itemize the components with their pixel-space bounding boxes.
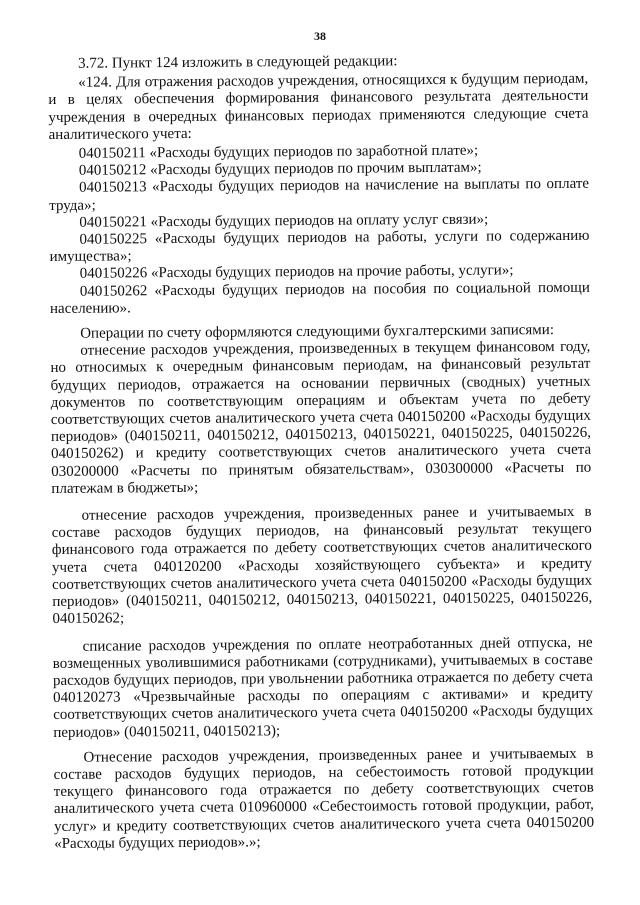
account-item: 040150262 «Расходы будущих периодов на пособия по социальной помощи населению». [49, 279, 590, 317]
document-body [48, 52, 594, 853]
account-item: 040150213 «Расходы будущих периодов на начисление на выплаты по оплате труда»; [49, 176, 590, 214]
paragraph-operations: Операции по счету оформляются следующими бухгалтерскими записями: [80, 322, 555, 342]
paragraph-entry: Отнесение расходов учреждения, произведенных ранее и учитываемых в составе расходов будущих периодов, на себестоимость готовой продукции текущего финансового года отражается по дебету соответствующих счетов аналитического учета счета 010960000 «Себестоимость готовой продукции, работ, услуг» и кредиту соответствующих счетов аналитического учета счета 040150200 «Расходы будущих периодов».»; [53, 745, 595, 852]
paragraph-intro: «124. Для отражения расходов учреждения, относящихся к будущим периодам, и в целях обеспечения формирования финансового результата деятельности учреждения в очередных финансовых периодах применяются следующие счета аналитического учета: [48, 70, 589, 143]
account-item: 040150225 «Расходы будущих периодов на работы, услуги по содержанию имущества»; [49, 227, 590, 266]
account-item: 040150226 «Расходы будущих периодов на прочие работы, услуги»; [79, 262, 514, 283]
page-number: 38 [314, 29, 326, 43]
section-heading: 3.72. Пункт 124 изложить в следующей редакции: [77, 53, 398, 72]
paragraph-entry: отнесение расходов учреждения, произведенных ранее и учитываемых в составе расходов будущих периодов, на финансовый результат текущего финансового года отражается по дебету соответствующих счетов аналитического учета счета 040120200 «Расходы хозяйствующего субъекта» и кредиту соответствующих счетов аналитического учета счета 040150200 «Расходы будущих периодов» (040150211, 040150212, 040150213, 040150221, 040150225, 040150226, 040150262; [51, 503, 593, 628]
account-item: 040150221 «Расходы будущих периодов на оплату услуг связи»; [79, 211, 489, 231]
account-item: 040150212 «Расходы будущих периодов по прочим выплатам»; [78, 159, 482, 179]
paragraph-entry: списание расходов учреждения по оплате неотработанных дней отпуска, не возмещенных уволившимися работниками (сотрудниками), учитываемых в составе расходов будущих периодов, при увольнении работника отражается по дебету счета 040120273 «Чрезвычайные расходы по операциям с активами» и кредиту соответствующих счетов аналитического учета счета 040150200 «Расходы будущих периодов» (040150211, 040150213); [52, 634, 594, 741]
account-item: 040150211 «Расходы будущих периодов по заработной плате»; [78, 142, 479, 162]
paragraph-entry: отнесение расходов учреждения, произведенных в текущем финансовом году, но относимых к очередным финансовым периодам, на финансовый результат будущих периодов, отражается на основании первичных (сводных) учетных документов по соответствующим операциям и объектам учета по дебету соответствующих счетов аналитического учета счета 040150200 «Расходы будущих периодов» (040150211, 040150212, 040150213, 040150221, 040150225, 040150226, 040150262) и кредиту соответствующих счетов аналитического учета счета 030200000 «Расчеты по принятым обязательствам», 030300000 «Расчеты по платежам в бюджеты»; [50, 339, 592, 497]
